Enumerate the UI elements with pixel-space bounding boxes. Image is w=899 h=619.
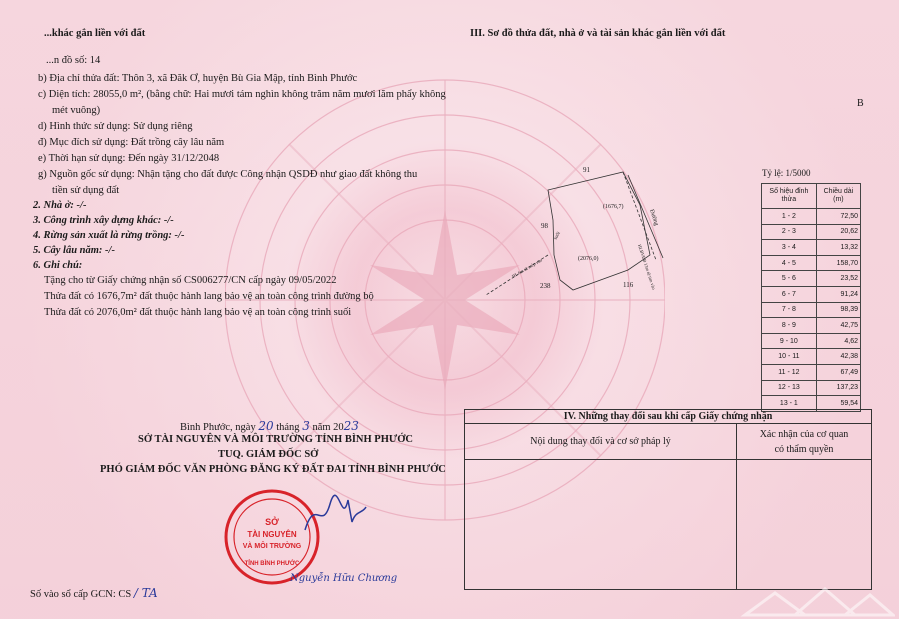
edge-length: 72,50: [816, 209, 860, 225]
edge-length: 42,38: [816, 349, 860, 365]
place-date: [180, 419, 359, 433]
changes-content-cell: [465, 460, 737, 590]
edge-row: [762, 318, 861, 334]
map-stream-corridor: HL 6m từ mép vào: [511, 257, 543, 279]
month-label: tháng: [276, 422, 300, 433]
edge-row: [762, 209, 861, 225]
section-title-left: ...khác gắn liền với đất: [44, 28, 146, 39]
changes-confirm-cell: [737, 460, 872, 590]
edge-id: 3 - 4: [762, 240, 817, 256]
notes-title: 6. Ghi chú:: [33, 260, 83, 271]
edge-length: 67,49: [816, 364, 860, 380]
edge-length: 20,62: [816, 224, 860, 240]
registry-hand: / TA: [133, 586, 158, 600]
edge-length: 13,32: [816, 240, 860, 256]
map-area-stream: (2076,0): [578, 256, 599, 262]
edge-length: 59,54: [816, 396, 860, 412]
map-label-98: 98: [541, 222, 548, 230]
perennial-item: 5. Cây lâu năm: -/-: [33, 245, 115, 256]
margin-letter: B: [857, 98, 864, 109]
watermark-logo-icon: [735, 585, 895, 617]
edge-id: 11 - 12: [762, 364, 817, 380]
year: 23: [343, 419, 359, 433]
edge-length: 137,23: [816, 380, 860, 396]
signer-title: PHÓ GIÁM ĐỐC VĂN PHÒNG ĐĂNG KÝ ĐẤT ĐAI TỈNH BÌNH PHƯỚC: [100, 464, 446, 475]
issuing-org: SỞ TÀI NGUYÊN VÀ MÔI TRƯỜNG TỈNH BÌNH PHƯỚC: [138, 434, 413, 445]
signature-icon: [300, 492, 370, 537]
edge-id: 5 - 6: [762, 271, 817, 287]
changes-col-confirm-1: Xác nhận của cơ quan: [759, 428, 849, 440]
edge-row: [762, 240, 861, 256]
changes-title: IV. Những thay đổi sau khi cấp Giấy chứng nhận: [465, 410, 872, 424]
changes-col-confirm: [737, 424, 872, 460]
edge-row: [762, 380, 861, 396]
edge-length: 91,24: [816, 286, 860, 302]
map-area-road: (1676,7): [603, 204, 624, 210]
edge-id: 13 - 1: [762, 396, 817, 412]
edge-length-table: [761, 183, 861, 412]
stamp-mid2: VÀ MÔI TRƯỜNG: [242, 543, 302, 550]
edge-row: [762, 333, 861, 349]
stamp-bottom: TỈNH BÌNH PHƯỚC: [244, 561, 300, 567]
edge-row: [762, 255, 861, 271]
map-sheet-number: ...n đồ số: 14: [46, 55, 101, 66]
map-label-116: 116: [623, 281, 634, 289]
day: 20: [258, 419, 274, 433]
changes-table: [464, 409, 872, 590]
edge-head-len: Chiều dài (m): [816, 184, 860, 209]
map-scale: Tỷ lệ: 1/5000: [762, 168, 811, 178]
map-label-238: 238: [540, 282, 551, 290]
map-stream-label: suối: [553, 231, 562, 241]
map-road-corridor: HLBVĐB 13m từ tim vào: [637, 243, 657, 291]
edge-id: 9 - 10: [762, 333, 817, 349]
edge-head-no: Số hiệu đỉnh thửa: [762, 184, 817, 209]
edge-id: 7 - 8: [762, 302, 817, 318]
edge-id: 10 - 11: [762, 349, 817, 365]
use-purpose: đ) Mục đích sử dụng: Đất trồng cây lâu năm: [38, 137, 225, 148]
section-title-diagram: III. Sơ đồ thửa đất, nhà ở và tài sản khác gắn liền với đất: [470, 28, 726, 39]
year-label: năm 20: [312, 422, 344, 433]
edge-id: 1 - 2: [762, 209, 817, 225]
parcel-area-cont: mét vuông): [52, 105, 101, 116]
edge-length: 23,52: [816, 271, 860, 287]
use-form: d) Hình thức sử dụng: Sử dụng riêng: [38, 121, 193, 132]
edge-id: 4 - 5: [762, 255, 817, 271]
month: 3: [302, 419, 310, 433]
stamp-mid1: TÀI NGUYÊN: [247, 530, 297, 539]
note-3: Thửa đất có 2076,0m² đất thuộc hành lang bảo vệ an toàn công trình suối: [44, 307, 352, 318]
changes-col-confirm-2: có thẩm quyền: [774, 443, 834, 455]
tuq-line: TUQ. GIÁM ĐỐC SỞ: [218, 449, 319, 460]
note-2: Thửa đất có 1676,7m² đất thuộc hành lang bảo vệ an toàn công trình đường bộ: [44, 291, 374, 302]
parcel-boundary: [548, 172, 650, 290]
map-road-label: Đường: [648, 208, 659, 227]
edge-length: 98,39: [816, 302, 860, 318]
use-origin-cont: tiền sử dụng đất: [52, 185, 120, 196]
edge-row: [762, 364, 861, 380]
edge-length: 4,62: [816, 333, 860, 349]
parcel-map: [478, 160, 678, 310]
use-origin: g) Nguồn gốc sử dụng: Nhận tặng cho đất được Công nhận QSDĐ như giao đất không thu: [38, 169, 418, 180]
edge-length: 158,70: [816, 255, 860, 271]
house-item: 2. Nhà ở: -/-: [33, 200, 87, 211]
parcel-area: c) Diện tích: 28055,0 m², (bằng chữ: Hai mươi tám nghìn không trăm năm mươi lăm phẩy không: [38, 89, 446, 100]
parcel-address: b) Địa chỉ thửa đất: Thôn 3, xã Đăk Ơ, huyện Bù Gia Mập, tỉnh Bình Phước: [38, 73, 358, 84]
edge-row: [762, 286, 861, 302]
edge-row: [762, 349, 861, 365]
construction-item: 3. Công trình xây dựng khác: -/-: [33, 215, 174, 226]
signer-name: Nguyễn Hữu Chương: [290, 573, 398, 584]
forest-item: 4. Rừng sản xuất là rừng trồng: -/-: [33, 230, 185, 241]
edge-row: [762, 224, 861, 240]
edge-id: 12 - 13: [762, 380, 817, 396]
note-1: Tặng cho từ Giấy chứng nhận số CS006277/CN cấp ngày 09/05/2022: [44, 275, 337, 286]
stamp-top: SỞ: [265, 517, 279, 527]
place: Bình Phước, ngày: [180, 422, 256, 433]
edge-length: 42,75: [816, 318, 860, 334]
use-term: e) Thời hạn sử dụng: Đến ngày 31/12/2048: [38, 153, 220, 164]
edge-id: 8 - 9: [762, 318, 817, 334]
map-label-91: 91: [583, 166, 590, 174]
edge-row: [762, 302, 861, 318]
registry-number: [30, 586, 158, 600]
edge-id: 2 - 3: [762, 224, 817, 240]
edge-row: [762, 271, 861, 287]
changes-col-content: Nội dung thay đổi và cơ sở pháp lý: [465, 424, 737, 460]
edge-id: 6 - 7: [762, 286, 817, 302]
registry-label: Số vào sổ cấp GCN: CS: [30, 589, 132, 600]
